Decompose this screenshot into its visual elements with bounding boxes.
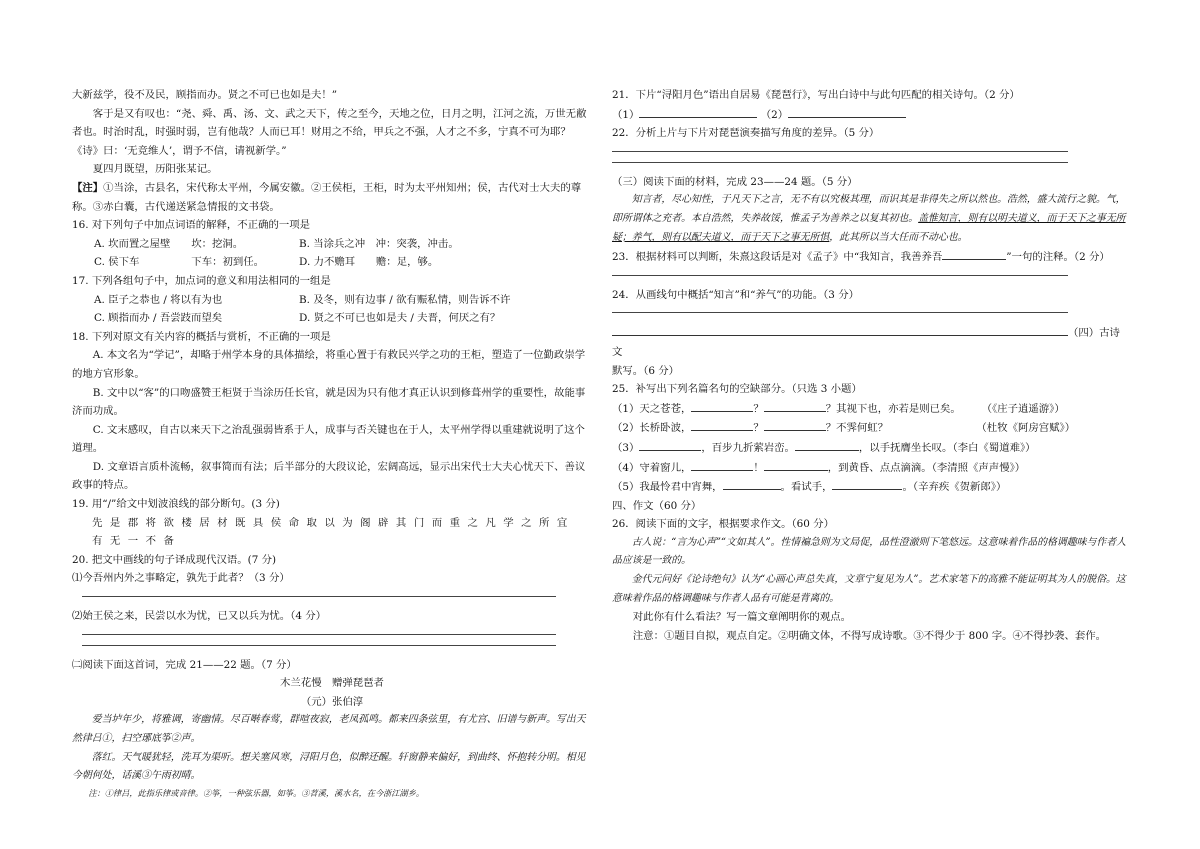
option-17c: C. 顾指而办 / 吾尝跂而望矣 bbox=[94, 312, 223, 325]
answer-line[interactable] bbox=[612, 312, 1068, 313]
question-23-tail: ”一句的注释。（2 分） bbox=[1006, 251, 1110, 264]
text-signature: 夏四月既望，历阳张某记。 bbox=[92, 163, 218, 176]
section-4-cont: 默写。（6 分） bbox=[612, 364, 680, 377]
q25-2-source: （杜牧《阿房宫赋》） bbox=[981, 422, 1076, 435]
answer-blank[interactable] bbox=[942, 247, 1006, 260]
poem-author: （元）张伯淳 bbox=[300, 695, 364, 708]
answer-blank[interactable] bbox=[832, 477, 902, 490]
question-20: 20. 把文中画线的句子译成现代汉语。(7 分) bbox=[72, 553, 277, 566]
q25-1-tail: ？其视下也，亦若是则已矣。 bbox=[825, 402, 956, 415]
material-underlined: 盖惟知言，则有以明夫道义，而于天下之事无所疑；养气，则有以配夫道义，而于天下之事无所惧 bbox=[612, 212, 1126, 243]
option-16c: C. 侯下车 下车：初到任。 bbox=[94, 256, 265, 269]
answer-blank[interactable] bbox=[764, 418, 826, 431]
question-19: 19. 用“/”给文中划波浪线的部分断句。(3 分) bbox=[72, 498, 280, 511]
text-paragraph: 大新兹学，役不及民，顾指而办。贤之不可已也如是夫！” bbox=[72, 89, 338, 101]
answer-blank[interactable] bbox=[691, 399, 753, 412]
q25-5-mid: 。看试手， bbox=[780, 481, 833, 494]
answer-line[interactable] bbox=[82, 645, 556, 646]
option-16b: B. 当涂兵之冲 冲：突袭，冲击。 bbox=[299, 237, 459, 250]
question-20-1: ⑴今吾州内外之事略定，孰先于此者？（3 分） bbox=[72, 572, 290, 585]
annotation-note bbox=[72, 179, 592, 216]
answer-line[interactable] bbox=[612, 275, 1068, 276]
answer-blank[interactable] bbox=[691, 458, 753, 471]
question-16: 16. 对下列句子中加点词语的解释，不正确的一项是 bbox=[72, 219, 311, 232]
question-23 bbox=[612, 247, 1128, 267]
answer-blank[interactable] bbox=[795, 438, 859, 451]
q25-item bbox=[612, 418, 1128, 438]
answer-line[interactable] bbox=[82, 634, 556, 635]
poem-title: 木兰花慢 赠弹琵琶者 bbox=[280, 677, 384, 690]
prompt-paragraph: 古人说：“言为心声”“文如其人”。性情褊急则为文局促，品性澄澈则下笔悠远。这意味着作品的格调趣味与作者人品应该是一致的。 bbox=[612, 536, 1126, 567]
q25-2-text: （2）长桥卧波， bbox=[612, 422, 692, 435]
question-17: 17. 下列各组句子中，加点词的意义和用法相同的一组是 bbox=[72, 274, 331, 287]
prompt-requirements: 注意：①题目自拟，观点自定。②明确文体，不得写成诗歌。③不得少于 800 字。④不得抄袭、套作。 bbox=[632, 629, 1107, 642]
answer-blank[interactable] bbox=[691, 418, 753, 431]
answer-row bbox=[612, 105, 1128, 125]
q25-5-text: （5）我最怜君中宵舞， bbox=[612, 481, 723, 494]
answer-blank[interactable] bbox=[723, 477, 781, 490]
section-heading: （三）阅读下面的材料，完成 23——24 题。（5 分） bbox=[612, 175, 858, 188]
option-17b: B. 及冬，则有边事 / 欲有赈私情，则告诉不许 bbox=[299, 293, 511, 306]
prompt-paragraph: 金代元问好《论诗绝句》认为“心画心声总失真，文章宁复见为人”。艺术家笔下的高雅不能证明其为人的脱俗。这意味着作品的格调趣味与作者人品有可能是背离的。 bbox=[612, 574, 1126, 604]
q25-5-tail: 。（辛弃疾《贺新郎》） bbox=[902, 481, 1007, 494]
q25-4-mid: ！ bbox=[753, 461, 764, 474]
q25-item bbox=[612, 458, 1128, 478]
question-26: 26．阅读下面的文字，根据要求作文。（60 分） bbox=[612, 518, 834, 531]
option-16a: A. 坎而置之屋壁 坎：挖洞。 bbox=[94, 237, 244, 250]
section-heading: ㈡阅读下面这首词，完成 21——22 题。（7 分） bbox=[72, 658, 297, 671]
q25-item bbox=[612, 477, 1128, 497]
options-row bbox=[72, 291, 592, 310]
answer-blank[interactable] bbox=[639, 105, 757, 118]
text-paragraph: 客于是又有叹也：“尧、舜、禹、汤、文、武之天下，传之至今，天地之位，日月之明，江河之流，万世无敝者也。时治时乱，时强时弱，岂有他哉？人而已耳！财用之不给，甲兵之不强，人才之不多，宁真不可为耶？《诗》曰：‘无竞维人’，谓予不信，请视新学。” bbox=[72, 107, 587, 157]
answer-line[interactable] bbox=[82, 596, 556, 597]
options-row bbox=[72, 235, 592, 254]
section-heading-4 bbox=[612, 323, 1128, 361]
answer-blank[interactable] bbox=[764, 458, 828, 471]
note-text: ①当涂，古县名，宋代称太平州，今属安徽。②王侯柜，王柜，时为太平州知州；侯，古代对士大夫的尊称。③赤白囊，古代递送紧急情报的文书袋。 bbox=[72, 181, 582, 213]
option-18b: B. 文中以“客”的口吻盛赞王柜贤于当涂历任长官，就是因为只有他才真正认识到修葺州学的重要性，故能事济而功成。 bbox=[72, 386, 586, 418]
section-heading: 四、作文（60 分） bbox=[612, 499, 702, 512]
poem-stanza: 落红。天气暖犹轻，洗耳为渠听。想关塞风寒，浔阳月色，似醉还醒。轩窗静来偏好，到曲终、怀抱转分明。相见今朝何处，话溪③午雨初晴。 bbox=[72, 751, 586, 782]
q25-4-text: （4）守着窗儿， bbox=[612, 461, 692, 474]
option-18a: A. 本文名为“学记”，却略于州学本身的具体描绘，将重心置于有救民兴学之功的王柜，塑造了一位勤政崇学的地方官形象。 bbox=[72, 349, 586, 380]
options-row bbox=[72, 253, 592, 272]
section-4-tail: （四）古诗文 bbox=[612, 327, 1120, 358]
question-24: 24．从画线句中概括“知言”和“养气”的功能。（3 分） bbox=[612, 288, 859, 301]
blank-label: （2） bbox=[760, 108, 789, 121]
q25-3-mid: ，百步九折萦岩峦。 bbox=[701, 441, 795, 454]
q25-4-tail: ，到黄昏、点点滴滴。（李清照《声声慢》） bbox=[827, 461, 1026, 474]
q25-2-mid: ？ bbox=[753, 422, 764, 435]
prompt-paragraph: 对此你有什么看法？写一篇文章阐明你的观点。 bbox=[632, 611, 851, 624]
question-25: 25．补写出下列名篇名句的空缺部分。（只选 3 小题） bbox=[612, 383, 862, 396]
q25-2-tail: ？不霁何虹？ bbox=[825, 422, 889, 435]
q25-3-tail: ，以手抚膺坐长叹。（李白《蜀道难》） bbox=[858, 441, 1036, 454]
left-column bbox=[72, 86, 592, 801]
option-17a: A. 臣子之恭也 / 将以有为也 bbox=[94, 293, 223, 306]
answer-blank[interactable] bbox=[764, 399, 826, 412]
question-22: 22．分析上片与下片对琵琶演奏描写角度的差异。（5 分） bbox=[612, 127, 880, 140]
option-17d: D. 贤之不可已也如是夫 / 夫晋，何厌之有？ bbox=[299, 312, 501, 325]
option-18d: D. 文章语言质朴流畅，叙事简而有法；后半部分的大段议论，宏阔高远，显示出宋代士大夫心忧天下、善议政事的特点。 bbox=[72, 460, 586, 492]
q25-item bbox=[612, 438, 1128, 458]
answer-line[interactable] bbox=[612, 162, 1068, 163]
material-text bbox=[612, 191, 1128, 247]
option-16d: D. 力不赡耳 赡：足，够。 bbox=[299, 256, 439, 269]
option-18c: C. 文末感叹，自古以来天下之治乱强弱皆系于人，成事与否关键也在于人，太平州学得以重建就说明了这个道理。 bbox=[72, 423, 585, 455]
poem-stanza: 爱当垆年少，将雅调，寄幽情。尽百啭春莺，群喧夜寂，老凤孤鸣。都来四条弦里，有尤宫、旧谱与新声。写出天然律吕①，扫空琊底筝②声。 bbox=[72, 714, 586, 744]
question-20-2: ⑵始王侯之来，民尝以水为忧，已又以兵为忧。（4 分） bbox=[72, 610, 327, 623]
note-label: 【注】 bbox=[72, 181, 104, 194]
q25-item: （1）天之苍苍， ？ ？其视下也，亦若是则已矣。 （《庄子逍遥游》） bbox=[612, 399, 1128, 419]
question-18: 18. 下列对原文有关内容的概括与赏析，不正确的一项是 bbox=[72, 330, 331, 343]
answer-blank[interactable] bbox=[788, 105, 906, 118]
answer-blank[interactable] bbox=[639, 438, 701, 451]
q25-3-text: （3） bbox=[612, 441, 640, 454]
question-21: 21．下片“浔阳月色”语出自居易《琵琶行》，写出白诗中与此句匹配的相关诗句。（2 分） bbox=[612, 89, 1020, 101]
punctuation-text: 先是郡将欲楼居材既具侯命取以为阁辟其门而重之凡学之所宜有无一不备 bbox=[92, 516, 575, 548]
q25-1-source: 《庄子逍遥游》） bbox=[992, 402, 1065, 415]
question-23-text: 23．根据材料可以判断，朱熹这段话是对《孟子》中“我知言，我善养吾 bbox=[612, 251, 943, 264]
answer-line[interactable] bbox=[612, 323, 1068, 336]
material-post: ，此其所以当大任而不动心也。 bbox=[829, 231, 968, 243]
answer-line[interactable] bbox=[612, 151, 1068, 152]
poem-note: 注：①律吕，此指乐律或音律。②筝，一种弦乐器，如筝。③苕溪，溪水名，在今浙江湖乡。 bbox=[88, 787, 425, 798]
right-column bbox=[612, 86, 1128, 645]
material-pre: 知言者，尽心知性，于凡天下之言，无不有以究极其理，而识其是非得失之所以然也。浩然，盛大流行之貌。气，即所谓体之充者。本自浩然，失养故馁，惟孟子为善养之以复其初也。 bbox=[612, 194, 1126, 224]
options-row bbox=[72, 309, 592, 328]
q25-1-text: （1）天之苍苍， bbox=[612, 402, 692, 415]
blank-label: （1） bbox=[612, 108, 640, 121]
q25-1-mid: ？ bbox=[753, 402, 764, 415]
